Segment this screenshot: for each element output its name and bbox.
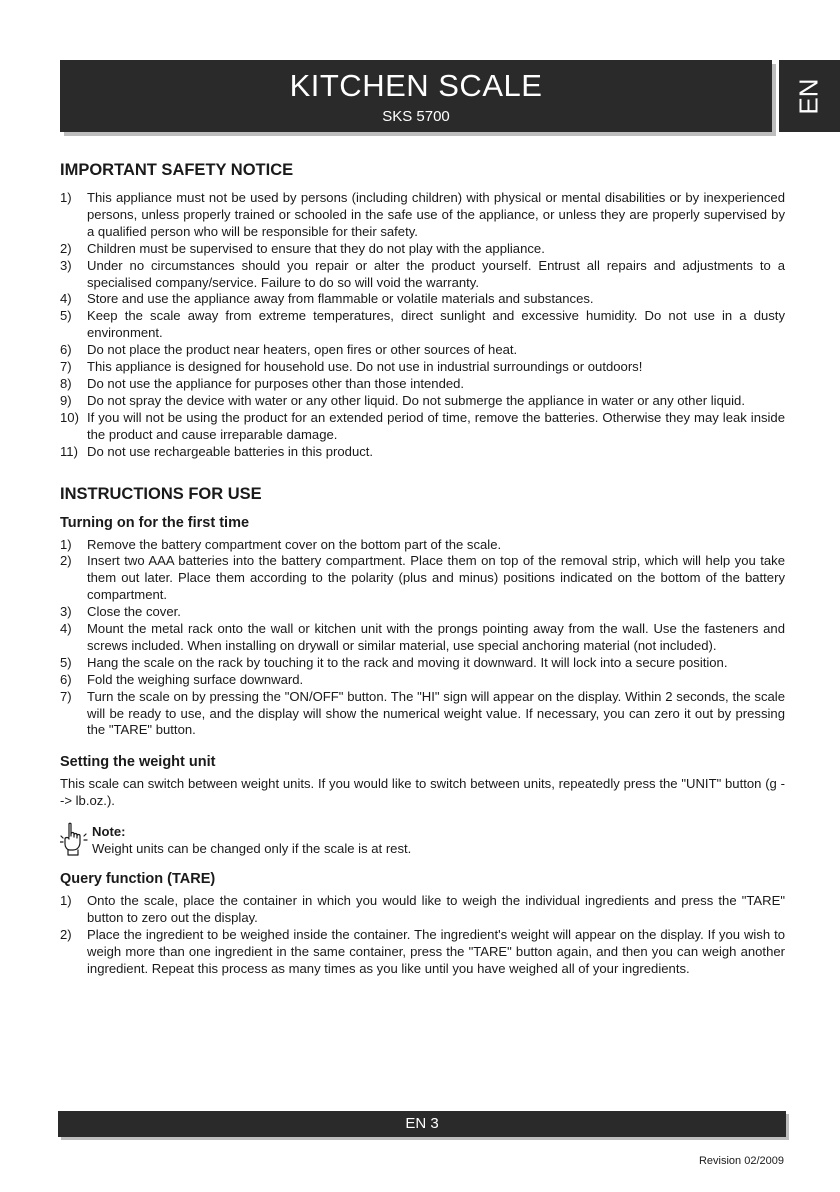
model-number: SKS 5700 (382, 108, 450, 125)
item-number: 1) (60, 893, 72, 908)
list-item (60, 258, 785, 292)
item-number: 7) (60, 359, 72, 375)
item-text: This appliance must not be used by persons (including children) with physical or mental disabilities or by inexperienced persons, unless properly trained or schooled in the safe use of the appliance, or unless they are properly supervised by a qualified person who will be responsible for their safety. (87, 190, 785, 239)
item-number: 2) (60, 553, 72, 569)
language-tab-label: EN (794, 77, 824, 115)
list-item (60, 689, 785, 740)
item-text: Fold the weighing surface downward. (87, 671, 304, 687)
item-number: 7) (60, 688, 72, 704)
item-text: Onto the scale, place the container in which you would like to weigh the individual ingredients and press the "TARE" button to zero out the display. (87, 893, 785, 925)
page-number: EN 3 (405, 1115, 439, 1132)
list-item (60, 291, 785, 308)
item-number: 6) (60, 671, 72, 687)
item-text: Do not use rechargeable batteries in this product. (87, 443, 374, 459)
item-text: Close the cover. (87, 604, 181, 620)
item-text: Store and use the appliance away from flammable or volatile materials and substances. (87, 291, 594, 307)
item-number: 11) (60, 443, 78, 459)
language-tab (779, 60, 840, 132)
note-label: Note: (92, 824, 126, 840)
footer-page-bar (58, 1111, 786, 1137)
list-item (60, 359, 785, 376)
item-number: 3) (60, 604, 72, 620)
item-number: 1) (60, 536, 72, 552)
item-text: Remove the battery compartment cover on the bottom part of the scale. (87, 536, 502, 552)
list-item (60, 393, 785, 410)
list-item (60, 672, 785, 689)
item-text: Under no circumstances should you repair or alter the product yourself. Entrust all repairs and adjustments to a specialised company/service. Failure to do so will void the warranty. (87, 257, 785, 290)
item-text: Do not use the appliance for purposes other than those intended. (87, 375, 465, 391)
list-item (60, 444, 785, 461)
revision-label: Revision 02/2009 (698, 1155, 784, 1167)
item-text: Turn the scale on by pressing the "ON/OFF" button. The "HI" sign will appear on the display. Within 2 seconds, the scale will be ready to use, and the display will show the numerical weight value. If necessary, you can zero it out by pressing the "TARE" button. (87, 688, 785, 738)
item-text: Do not place the product near heaters, open fires or other sources of heat. (87, 342, 518, 358)
item-text: Hang the scale on the rack by touching it to the rack and moving it downward. It will lock into a secure position. (87, 654, 728, 670)
weight-unit-heading: Setting the weight unit (60, 754, 216, 771)
list-item (60, 376, 785, 393)
item-text: This appliance is designed for household use. Do not use in industrial surroundings or outdoors! (87, 359, 643, 375)
item-text: Mount the metal rack onto the wall or kitchen unit with the prongs pointing away from the wall. Use the fasteners and screws included. When installing on drywall or similar material, use special anchoring material (not included). (87, 621, 785, 653)
item-number: 9) (60, 392, 72, 408)
list-item (60, 893, 785, 927)
item-number: 2) (60, 926, 72, 942)
list-item (60, 553, 785, 604)
item-text: Keep the scale away from extreme temperatures, direct sunlight and excessive humidity. Do not use in a dusty environment. (87, 308, 785, 341)
item-text: Insert two AAA batteries into the battery compartment. Place them on top of the removal strip, which will help you take them out later. Place them according to the polarity (plus and minus) positions indicated on the bottom of the battery compartment. (87, 553, 785, 603)
weight-unit-text: This scale can switch between weight units. If you would like to switch between units, repeatedly press the "UNIT" button (g --> lb.oz.). (60, 776, 785, 809)
list-item (60, 537, 785, 554)
list-item (60, 308, 785, 342)
list-item (60, 342, 785, 359)
list-item (60, 927, 785, 978)
item-text: Place the ingredient to be weighed inside the container. The ingredient's weight will appear on the display. If you wish to weigh more than one ingredient in the same container, press the "TARE" button again, and then you can weigh another ingredient. Repeat this process as many times as you like until you have weighed all of your ingredients. (87, 926, 785, 976)
item-number: 1) (60, 190, 72, 205)
title-banner (60, 60, 772, 132)
item-number: 10) (60, 409, 79, 425)
pointing-hand-icon (60, 822, 88, 856)
tare-list (60, 893, 785, 978)
item-text: Do not spray the device with water or any other liquid. Do not submerge the appliance in water or any other liquid. (87, 392, 745, 408)
item-number: 3) (60, 257, 72, 273)
page-content (60, 150, 785, 978)
tare-heading: Query function (TARE) (60, 871, 216, 887)
item-number: 4) (60, 621, 72, 637)
instructions-heading: INSTRUCTIONS FOR USE (60, 484, 262, 503)
item-number: 6) (60, 342, 72, 358)
item-number: 5) (60, 308, 72, 324)
item-number: 2) (60, 240, 72, 256)
first-time-heading: Turning on for the first time (60, 514, 250, 531)
note-text: Weight units can be changed only if the scale is at rest. (92, 841, 412, 857)
first-time-list (60, 537, 785, 740)
list-item (60, 410, 785, 444)
item-text: If you will not be using the product for an extended period of time, remove the batteries. Otherwise they may leak inside the product and cause irreparable damage. (87, 409, 785, 442)
safety-heading: IMPORTANT SAFETY NOTICE (60, 161, 294, 179)
item-number: 8) (60, 375, 72, 391)
safety-list (60, 190, 785, 461)
list-item (60, 190, 785, 241)
document-title: KITCHEN SCALE (289, 68, 543, 103)
item-text: Children must be supervised to ensure that they do not play with the appliance. (87, 240, 545, 256)
list-item (60, 621, 785, 655)
list-item (60, 604, 785, 621)
item-number: 5) (60, 654, 72, 670)
list-item (60, 241, 785, 258)
note-box (60, 824, 785, 858)
list-item (60, 655, 785, 672)
item-number: 4) (60, 291, 72, 307)
